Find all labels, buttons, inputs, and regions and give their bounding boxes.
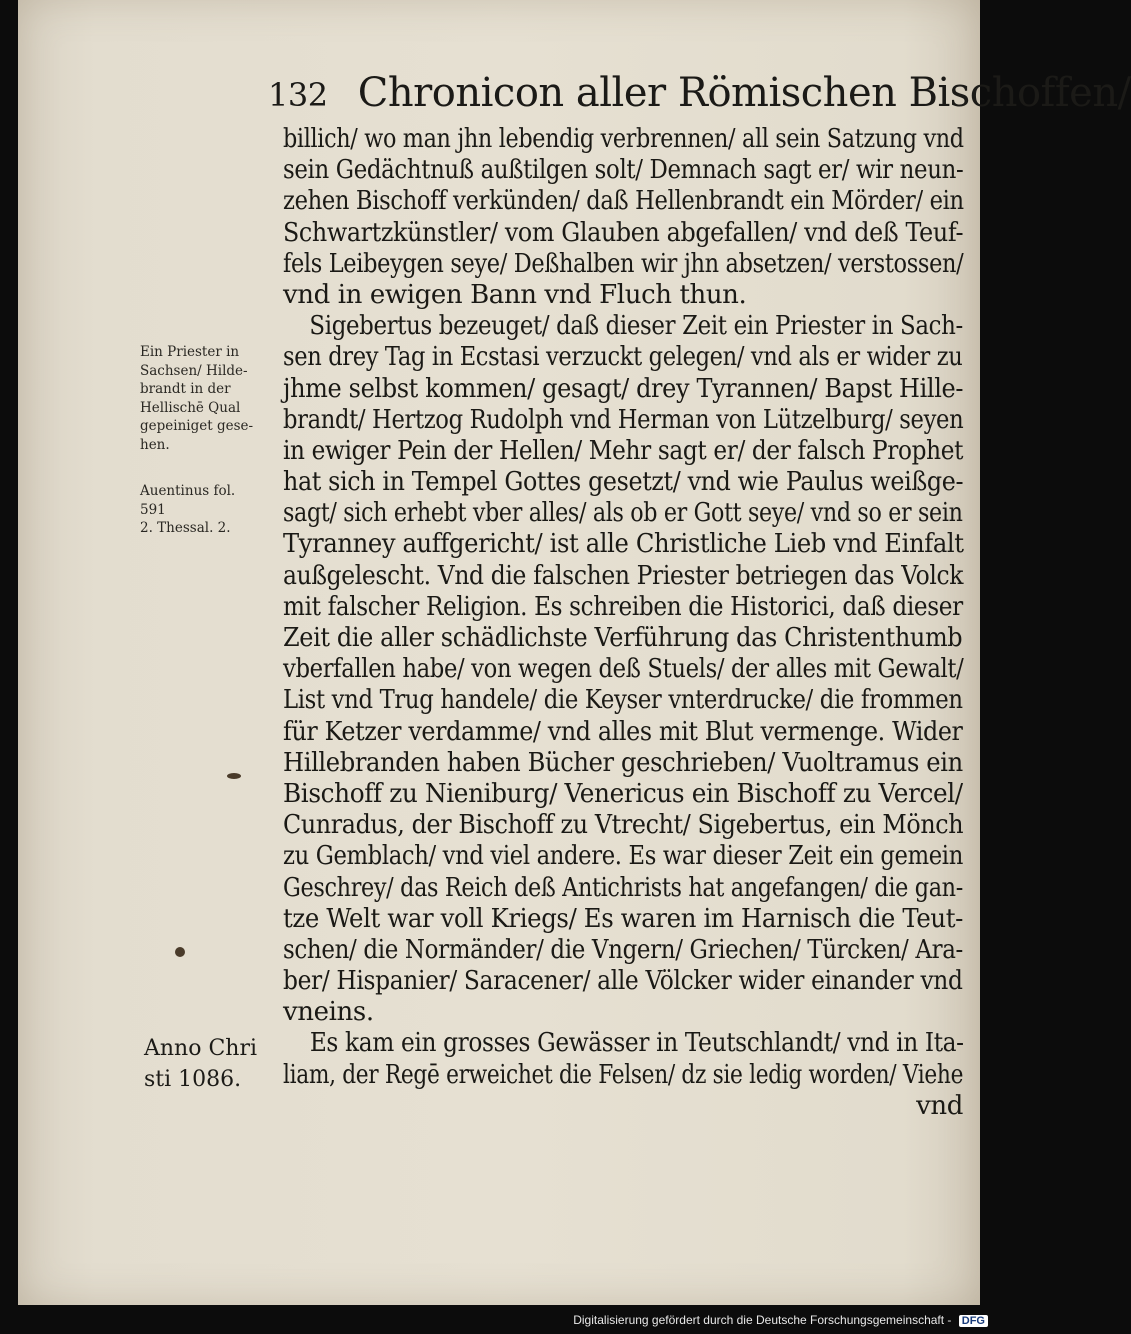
text-line: Hillebranden haben Bücher geschrieben/ Vuoltramus ein <box>283 747 963 778</box>
text-line: vnd <box>916 1090 963 1121</box>
margin-note-anno <box>144 1033 284 1095</box>
text-line: Tyranney auffgericht/ ist alle Christliche Lieb vnd Einfalt <box>283 529 964 560</box>
text-line: ber/ Hispanier/ Saracener/ alle Völcker wider einander vnd <box>283 966 963 997</box>
text-line: hat sich in Tempel Gottes gesetzt/ vnd wie Paulus weißge- <box>283 467 964 498</box>
margin-note-line: gepeiniget gese- <box>140 418 254 434</box>
margin-note-priest <box>140 343 280 454</box>
text-line: mit falscher Religion. Es schreiben die Historici, daß dieser <box>283 591 963 622</box>
text-line: jhme selbst kommen/ gesagt/ drey Tyrannen/ Bapst Hille- <box>283 373 964 404</box>
text-line: Bischoff zu Nieniburg/ Venericus ein Bischoff zu Vercel/ <box>283 778 963 809</box>
text-line: vneins. <box>283 997 374 1028</box>
text-line: außgelescht. Vnd die falschen Priester betriegen das Volck <box>283 560 964 591</box>
text-line: sein Gedächtnuß außtilgen solt/ Demnach sagt er/ wir neun- <box>283 155 964 186</box>
margin-note-line: sti 1086. <box>144 1067 242 1092</box>
text-line: vnd in ewigen Bann vnd Fluch thun. <box>283 279 747 310</box>
ink-spot <box>175 947 185 957</box>
margin-note-line: brandt in der <box>140 381 231 397</box>
text-line: in ewiger Pein der Hellen/ Mehr sagt er/ der falsch Prophet <box>283 435 964 466</box>
text-line: List vnd Trug handele/ die Keyser vnterdrucke/ die frommen <box>283 685 963 716</box>
text-line: zu Gemblach/ vnd viel andere. Es war dieser Zeit ein gemein <box>283 841 963 872</box>
margin-note-line: Anno Chri <box>144 1036 258 1061</box>
text-line: brandt/ Hertzog Rudolph vnd Herman von Lützelburg/ seyen <box>283 404 964 435</box>
footer-text: Digitalisierung gefördert durch die Deutsche Forschungsgemeinschaft - <box>573 1313 952 1327</box>
ink-mark <box>227 773 241 779</box>
page-number: 132 <box>268 76 328 114</box>
margin-note-line: 2. Thessal. 2. <box>140 520 231 536</box>
main-text <box>283 124 963 1122</box>
dfg-logo: DFG <box>959 1315 988 1327</box>
text-line: vberfallen habe/ von wegen deß Stuels/ der alles mit Gewalt/ <box>283 654 964 685</box>
margin-note-line: hen. <box>140 436 170 453</box>
margin-note-references <box>140 482 280 538</box>
margin-note-line: Auentinus fol. <box>140 483 236 499</box>
text-line: Schwartzkünstler/ vom Glauben abgefallen/ vnd deß Teuf- <box>283 217 964 248</box>
margin-note-line: Sachsen/ Hilde- <box>140 362 248 379</box>
text-line: billich/ wo man jhn lebendig verbrennen/ all sein Satzung vnd <box>283 124 964 154</box>
text-line: Sigebertus bezeuget/ daß dieser Zeit ein Priester in Sach- <box>309 311 963 342</box>
text-line: schen/ die Normänder/ die Vngern/ Griechen/ Türcken/ Ara- <box>283 934 963 965</box>
text-line: liam, der Regē erweichet die Felsen/ dz sie ledig worden/ Viehe <box>283 1059 964 1090</box>
text-line: Zeit die aller schädlichste Verführung das Christenthumb <box>283 623 963 653</box>
margin-note-line: Ein Priester in <box>140 344 240 360</box>
text-line: zehen Bischoff verkünden/ daß Hellenbrandt ein Mörder/ ein <box>283 186 964 217</box>
text-line: Es kam ein grosses Gewässer in Teutschlandt/ vnd in Ita- <box>309 1028 964 1059</box>
page-header <box>268 70 1131 116</box>
footer-credit <box>573 1313 988 1327</box>
margin-note-line: 591 <box>140 501 166 518</box>
text-line: tze Welt war voll Kriegs/ Es waren im Harnisch die Teut- <box>283 903 964 934</box>
running-title: Chronicon aller Römischen Bischoffen/ <box>357 70 1131 116</box>
text-line: sagt/ sich erhebt vber alles/ als ob er Gott seye/ vnd so er sein <box>283 498 963 529</box>
text-line: sen drey Tag in Ecstasi verzuckt gelegen/ vnd als er wider zu <box>283 342 963 373</box>
text-line: Cunradus, der Bischoff zu Vtrecht/ Sigebertus, ein Mönch <box>283 810 964 841</box>
text-line: für Ketzer verdamme/ vnd alles mit Blut vermenge. Wider <box>283 716 963 747</box>
text-line: Geschrey/ das Reich deß Antichrists hat angefangen/ die gan- <box>283 872 963 903</box>
margin-note-line: Hellischē Qual <box>140 399 241 416</box>
text-line: fels Leibeygen seye/ Deßhalben wir jhn absetzen/ verstossen/ <box>283 248 964 279</box>
